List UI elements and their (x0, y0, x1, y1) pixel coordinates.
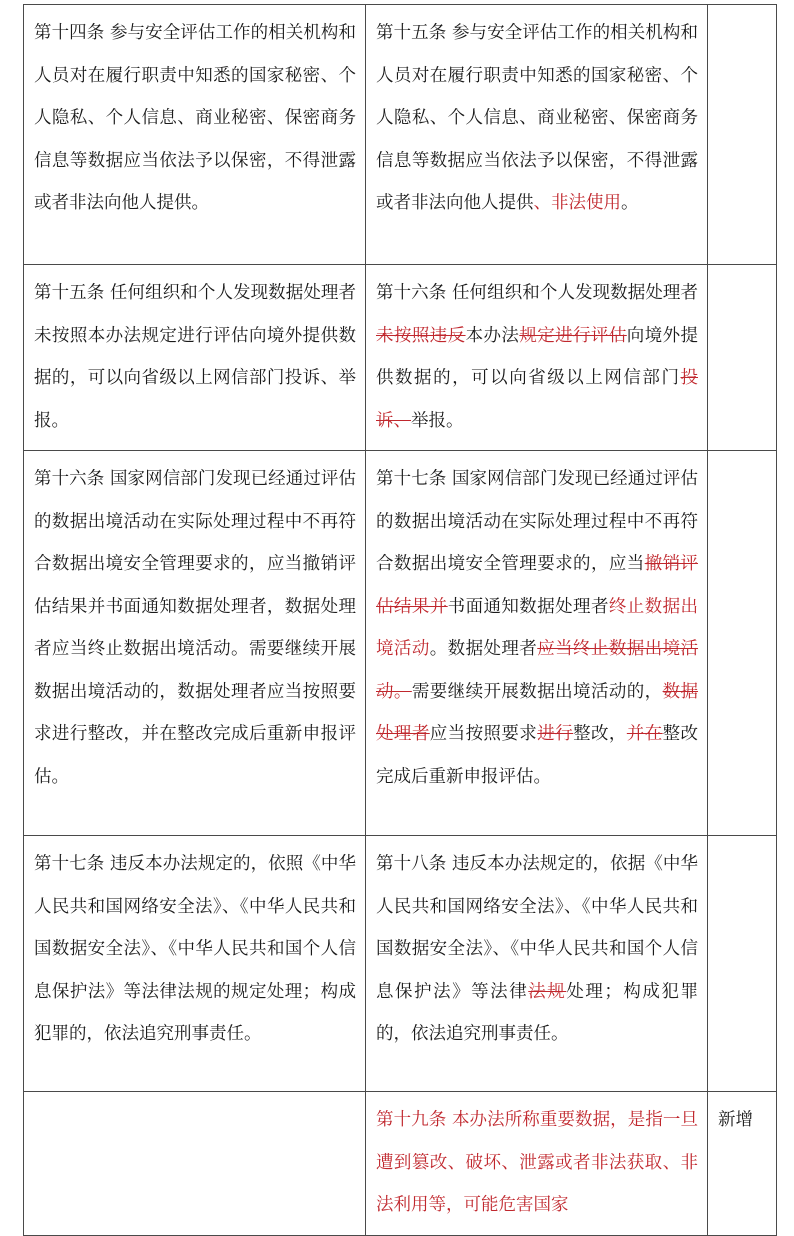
table-row (24, 1092, 777, 1236)
note-cell (708, 5, 777, 265)
article-text: 第十七条 违反本办法规定的，依照《中华人民共和国网络安全法》、《中华人民共和国数据安全法》、《中华人民共和国个人信息保护法》等法律法规的规定处理；构成犯罪的，依法追究刑事责任。 (34, 854, 356, 1044)
article-text: 第十七条 国家网信部门发现已经通过评估的数据出境活动在实际处理过程中不再符合数据出境安全管理要求的，应当 (376, 469, 698, 574)
added-text: 、非法使用 (533, 193, 621, 213)
article-text: 第十五条 任何组织和个人发现数据处理者未按照本办法规定进行评估向境外提供数据的，可以向省级以上网信部门投诉、举报。 (34, 283, 356, 431)
old-article-cell (24, 1092, 366, 1236)
deleted-text: 数据处理者 (376, 681, 699, 744)
article-text: 本办法 (465, 325, 520, 346)
article-text: 第十四条 参与安全评估工作的相关机构和人员对在履行职责中知悉的国家秘密、个人隐私、个人信息、商业秘密、保密商务信息等数据应当依法予以保密，不得泄露或者非法向他人提供。 (34, 23, 356, 213)
deleted-text: 进行 (537, 724, 574, 744)
deleted-text: 应当终止数据出境活动。 (376, 639, 699, 702)
deleted-text: 并在 (626, 724, 663, 744)
article-text: 举报。 (411, 410, 464, 431)
deleted-text: 投诉、 (376, 368, 698, 431)
deleted-text: 规定进行评估 (519, 325, 627, 346)
new-article-cell (366, 265, 708, 451)
added-text: 第十九条 本办法所称重要数据，是指一旦遭到篡改、破坏、泄露或者非法获取、非法利用等，可能危害国家 (376, 1110, 698, 1215)
article-text: 第十六条 任何组织和个人发现数据处理者 (376, 283, 698, 303)
old-article-cell (24, 836, 366, 1092)
new-article-cell (366, 836, 708, 1092)
article-text: 向境外提供数据的，可以向省级以上网信部门 (376, 325, 699, 388)
article-text: 需要继续开展数据出境活动的， (411, 681, 663, 702)
deleted-text: 法规 (528, 981, 567, 1002)
old-article-cell (24, 451, 366, 836)
table-row (24, 836, 777, 1092)
old-article-cell (24, 265, 366, 451)
note-cell: 新增 (708, 1092, 777, 1236)
article-text: 整改， (573, 724, 627, 744)
article-text: 第十六条 国家网信部门发现已经通过评估的数据出境活动在实际处理过程中不再符合数据出境安全管理要求的，应当撤销评估结果并书面通知数据处理者，数据处理者应当终止数据出境活动。需要继续开展数据出境活动的，数据处理者应当按照要求进行整改，并在整改完成后重新申报评估。 (34, 469, 356, 787)
table-row (24, 451, 777, 836)
old-article-cell (24, 5, 366, 265)
deleted-text: 撤销评估结果并 (376, 554, 699, 617)
article-text: 第十八条 违反本办法规定的，依据《中华人民共和国网络安全法》、《中华人民共和国数据安全法》、《中华人民共和国个人信息保护法》等法律 (376, 854, 698, 1002)
table-row (24, 265, 777, 451)
note-cell (708, 451, 777, 836)
deleted-text: 未按照违反 (376, 325, 466, 346)
new-article-cell (366, 1092, 708, 1236)
article-text: 书面通知数据处理者 (447, 596, 609, 617)
note-cell (708, 265, 777, 451)
added-text: 终止数据出境活动 (376, 596, 699, 659)
note-cell (708, 836, 777, 1092)
article-text: 第十五条 参与安全评估工作的相关机构和人员对在履行职责中知悉的国家秘密、个人隐私、个人信息、商业秘密、保密商务信息等数据应当依法予以保密，不得泄露或者非法向他人提供 (376, 23, 698, 213)
article-text: 整改完成后重新申报评估。 (376, 724, 699, 787)
new-article-cell (366, 451, 708, 836)
new-article-cell (366, 5, 708, 265)
regulation-comparison-table (23, 4, 777, 1236)
article-text: 应当按照要求 (429, 724, 538, 744)
article-text: 。 (621, 193, 639, 213)
table-row (24, 5, 777, 265)
article-text: 处理；构成犯罪的，依法追究刑事责任。 (376, 981, 698, 1044)
article-text: 。数据处理者 (429, 639, 538, 659)
